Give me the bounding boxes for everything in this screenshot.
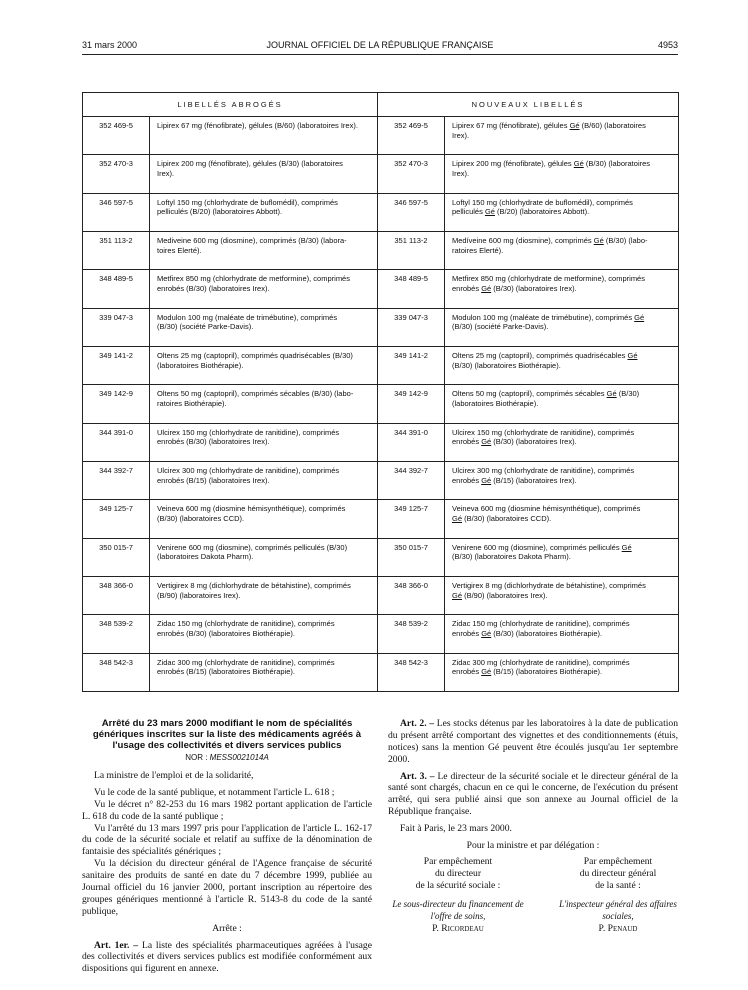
table-row xyxy=(83,423,679,461)
new-product-label xyxy=(445,385,679,423)
new-product-code: 349 125-7 xyxy=(378,500,445,538)
table-row xyxy=(83,193,679,231)
table-row xyxy=(83,308,679,346)
new-product-code: 350 015-7 xyxy=(378,538,445,576)
new-product-label xyxy=(445,423,679,461)
label-line: enrobés (B/30) (laboratoires Irex). xyxy=(157,437,270,447)
header-new-labels: NOUVEAUX LIBELLÉS xyxy=(378,93,679,117)
new-product-label xyxy=(445,155,679,193)
old-product-label xyxy=(150,423,378,461)
decree-right-column xyxy=(388,718,678,976)
new-product-label xyxy=(445,615,679,653)
old-product-label xyxy=(150,461,378,499)
signature-line: Par empêchement xyxy=(423,855,493,867)
old-product-label xyxy=(150,385,378,423)
label-line: ratoires Elerté). xyxy=(452,245,504,255)
label-line: Venirene 600 mg (diosmine), comprimés pelliculés Gé xyxy=(452,542,632,552)
article-2-label: Art. 2. – xyxy=(400,718,435,729)
new-product-label xyxy=(445,308,679,346)
signature-line: de la santé : xyxy=(595,880,641,892)
label-line: toires Elerté). xyxy=(157,245,202,255)
nor-reference xyxy=(82,753,372,763)
old-product-code: 344 391-0 xyxy=(83,423,150,461)
nor-code: MESS0021014A xyxy=(209,753,269,763)
label-line: Modulon 100 mg (maléate de trimébutine), comprimés xyxy=(157,312,338,322)
old-product-label xyxy=(150,615,378,653)
new-product-code: 348 542-3 xyxy=(378,653,445,691)
new-product-code: 349 141-2 xyxy=(378,346,445,384)
new-product-code: 349 142-9 xyxy=(378,385,445,423)
generic-marker: Gé xyxy=(481,667,492,677)
label-line: (B/30) (laboratoires CCD). xyxy=(157,513,245,523)
label-line: enrobés (B/15) (laboratoires Irex). xyxy=(157,475,270,485)
table-row xyxy=(83,500,679,538)
label-line: Medíveine 600 mg (diosmine), comprimés Gé (B/30) (labo- xyxy=(452,235,648,245)
table-row xyxy=(83,270,679,308)
label-line: (B/30) (société Parke-Davis). xyxy=(452,322,549,332)
visa-item: Vu le code de la santé publique, et notamment l'article L. 618 ; xyxy=(94,786,335,798)
decree-title: Arrêté du 23 mars 2000 modifiant le nom de spécialités génériques inscrites sur la liste des médicaments agréés à l'usage des collectivités et divers services publics xyxy=(92,718,362,752)
label-line: enrobés (B/30) (laboratoires Irex). xyxy=(157,283,270,293)
signature-line: du directeur général xyxy=(579,868,657,880)
label-line: Irex). xyxy=(157,168,175,178)
old-product-code: 352 470-3 xyxy=(83,155,150,193)
generic-marker: Gé xyxy=(621,542,632,552)
signature-right xyxy=(548,856,688,936)
page-header xyxy=(82,40,678,55)
label-line: Oltens 25 mg (captopril), comprimés quadrisécables Gé xyxy=(452,350,638,360)
old-product-code: 339 047-3 xyxy=(83,308,150,346)
label-line: pelliculés Gé (B/20) (laboratoires Abbott). xyxy=(452,207,590,217)
signature-title: Le sous-directeur du financement de l'offre de soins, xyxy=(392,898,524,921)
signature-line: du directeur xyxy=(434,868,482,880)
article-3-text: Le directeur de la sécurité sociale et le directeur général de la santé sont chargés, chacun en ce qui le concerne, de l'exécution du présent arrêté, qui sera publié ainsi que son annexe au Journal officiel de la République française. xyxy=(388,770,678,818)
generic-marker: Gé xyxy=(593,235,604,245)
label-line: Irex). xyxy=(452,130,470,140)
label-line: Ulcirex 150 mg (chlorhydrate de ranitidine), comprimés xyxy=(452,427,635,437)
article-2-text: Les stocks détenus par les laboratoires à la date de publication du présent arrêté comportant des vignettes et des conditionnements (étuis, notices) sans la mention Gé peuvent être écoulés jusqu'au 1er septembre 2000. xyxy=(388,718,678,765)
label-line: Oltens 50 mg (captopril), comprimés sécables Gé (B/30) xyxy=(452,389,640,399)
label-line: enrobés Gé (B/30) (laboratoires Irex). xyxy=(452,283,577,293)
generic-marker: Gé xyxy=(452,590,463,600)
header-page-number: 4953 xyxy=(657,40,678,50)
label-line: enrobés (B/15) (laboratoires Biothérapie). xyxy=(157,667,295,677)
header-journal-title: JOURNAL OFFICIEL DE LA RÉPUBLIQUE FRANÇAISE xyxy=(266,40,494,50)
signature-line: de la sécurité sociale : xyxy=(415,880,501,892)
old-product-label xyxy=(150,117,378,155)
label-line: enrobés Gé (B/30) (laboratoires Biothérapie). xyxy=(452,628,603,638)
label-line: enrobés Gé (B/30) (laboratoires Irex). xyxy=(452,437,577,447)
generic-marker: Gé xyxy=(606,389,617,399)
label-line: Veineva 600 mg (diosmine hémisynthétique), comprimés xyxy=(157,504,346,514)
label-line: Vertigirex 8 mg (dichlorhydrate de bétahistine), comprimés xyxy=(452,580,646,590)
new-product-label xyxy=(445,653,679,691)
new-product-label xyxy=(445,231,679,269)
table-row xyxy=(83,155,679,193)
label-line: Oltens 50 mg (captopril), comprimés sécables (B/30) (labo- xyxy=(157,389,354,399)
label-line: Lipirex 67 mg (fénofibrate), gélules (B/60) (laboratoires Irex). xyxy=(157,121,358,130)
generic-marker: Gé xyxy=(481,283,492,293)
label-line: (laboratoires Biothérapie). xyxy=(452,398,539,408)
label-line: (B/30) (laboratoires Biothérapie). xyxy=(452,360,561,370)
label-line: Ulcirex 300 mg (chlorhydrate de ranitidine), comprimés xyxy=(452,465,635,475)
old-product-code: 350 015-7 xyxy=(83,538,150,576)
label-line: Zidac 300 mg (chlorhydrate de ranitidine), comprimés xyxy=(452,657,630,667)
generic-marker: Gé xyxy=(573,159,584,169)
label-line: ratoires Biothérapie). xyxy=(157,398,227,408)
table-row xyxy=(83,615,679,653)
table-row xyxy=(83,346,679,384)
article-1-label: Art. 1er. – xyxy=(94,939,139,951)
medication-table xyxy=(82,92,679,692)
table-row xyxy=(83,653,679,691)
table-header-row xyxy=(83,93,679,117)
old-product-code: 348 542-3 xyxy=(83,653,150,691)
visa-item: Vu l'arrêté du 13 mars 1997 pris pour l'application de l'article L. 162-17 du code de la sécurité sociale et relatif au suffixe de la dénomination de fantaisie des spécialités génériques ; xyxy=(82,822,372,858)
old-product-code: 348 489-5 xyxy=(83,270,150,308)
label-line: Loftyl 150 mg (chlorhydrate de buflomédil), comprimés xyxy=(452,197,633,207)
table-row xyxy=(83,385,679,423)
label-line: Zidac 150 mg (chlorhydrate de ranitidine), comprimés xyxy=(452,619,630,629)
label-line: Zidac 150 mg (chlorhydrate de ranitidine), comprimés xyxy=(157,619,335,629)
label-line: Lipirex 67 mg (fénofibrate), gélules Gé (B/60) (laboratoires xyxy=(452,121,646,130)
visa-item: Vu la décision du directeur général de l'Agence française de sécurité sanitaire des produits de santé en date du 7 décembre 1999, publiée au Journal officiel du 16 janvier 2000, portant inscription au répertoire des groupes génériques mentionné à l'article R. 5143-8 du code de la santé publique, xyxy=(82,858,372,917)
table-row xyxy=(83,576,679,614)
generic-marker: Gé xyxy=(569,121,580,130)
label-line: (B/90) (laboratoires Irex). xyxy=(157,590,241,600)
new-product-code: 348 539-2 xyxy=(378,615,445,653)
signature-left xyxy=(388,856,528,936)
label-line: (B/30) (laboratoires Dakota Pharm). xyxy=(452,552,571,562)
signature-line: Par empêchement xyxy=(583,855,653,867)
old-product-label xyxy=(150,308,378,346)
old-product-label xyxy=(150,193,378,231)
decree-intro: La ministre de l'emploi et de la solidarité, xyxy=(94,770,254,781)
label-line: Gé (B/30) (laboratoires CCD). xyxy=(452,513,552,523)
label-line: Irex). xyxy=(452,168,470,178)
new-product-code: 344 392-7 xyxy=(378,461,445,499)
generic-marker: Gé xyxy=(481,475,492,485)
signature-block xyxy=(388,856,678,976)
new-product-code: 352 470-3 xyxy=(378,155,445,193)
signatory-name: P. Ricordeau xyxy=(432,923,484,935)
new-product-code: 344 391-0 xyxy=(378,423,445,461)
new-product-code: 346 597-5 xyxy=(378,193,445,231)
label-line: pelliculés (B/20) (laboratoires Abbott). xyxy=(157,207,283,217)
new-product-label xyxy=(445,500,679,538)
old-product-code: 349 125-7 xyxy=(83,500,150,538)
new-product-label xyxy=(445,193,679,231)
label-line: Gé (B/90) (laboratoires Irex). xyxy=(452,590,548,600)
new-product-code: 339 047-3 xyxy=(378,308,445,346)
article-3 xyxy=(388,771,678,819)
label-line: Ulcirex 300 mg (chlorhydrate de ranitidine), comprimés xyxy=(157,465,340,475)
old-product-label xyxy=(150,155,378,193)
label-line: (laboratoires Biothérapie). xyxy=(157,360,244,370)
delegation-line: Pour la ministre et par délégation : xyxy=(466,840,600,852)
new-product-label xyxy=(445,576,679,614)
table-row xyxy=(83,461,679,499)
old-product-code: 349 142-9 xyxy=(83,385,150,423)
old-product-label xyxy=(150,500,378,538)
old-product-label xyxy=(150,270,378,308)
generic-marker: Gé xyxy=(481,628,492,638)
label-line: Lipirex 200 mg (fénofibrate), gélules (B/30) (laboratoires xyxy=(157,159,343,169)
table-row xyxy=(83,117,679,155)
old-product-code: 344 392-7 xyxy=(83,461,150,499)
signature-title: L'inspecteur général des affaires sociales, xyxy=(559,898,677,921)
old-product-code: 348 366-0 xyxy=(83,576,150,614)
generic-marker: Gé xyxy=(634,312,645,322)
article-1-text: La liste des spécialités pharmaceutiques agréées à l'usage des collectivités et divers services publics est modifiée conformément aux dispositions qui figurent en annexe. xyxy=(82,939,372,975)
arrete-heading: Arrête : xyxy=(212,922,242,934)
new-product-label xyxy=(445,346,679,384)
table-row xyxy=(83,231,679,269)
generic-marker: Gé xyxy=(484,207,495,217)
label-line: Zidac 300 mg (chlorhydrate de ranitidine), comprimés xyxy=(157,657,335,667)
article-2 xyxy=(388,718,678,766)
decree-left-column xyxy=(82,718,372,975)
generic-marker: Gé xyxy=(627,350,638,360)
header-date: 31 mars 2000 xyxy=(82,40,138,50)
new-product-label xyxy=(445,538,679,576)
generic-marker: Gé xyxy=(481,437,492,447)
old-product-code: 348 539-2 xyxy=(83,615,150,653)
generic-marker: Gé xyxy=(452,513,463,523)
old-product-code: 352 469-5 xyxy=(83,117,150,155)
new-product-code: 348 489-5 xyxy=(378,270,445,308)
article-3-label: Art. 3. – xyxy=(400,770,435,782)
old-product-label xyxy=(150,231,378,269)
new-product-label xyxy=(445,461,679,499)
visa-item: Vu le décret n° 82-253 du 16 mars 1982 portant application de l'article L. 618 du code de la santé publique ; xyxy=(82,798,372,822)
label-line: Mediveine 600 mg (diosmine), comprimés (B/30) (labora- xyxy=(157,235,347,245)
nor-label: NOR : xyxy=(185,753,208,763)
old-product-label xyxy=(150,576,378,614)
label-line: enrobés (B/30) (laboratoires Biothérapie). xyxy=(157,628,295,638)
label-line: Modulon 100 mg (maléate de trimébutine), comprimés Gé xyxy=(452,312,645,322)
label-line: Veineva 600 mg (diosmine hémisynthétique), comprimés xyxy=(452,504,641,514)
new-product-code: 351 113-2 xyxy=(378,231,445,269)
table-row xyxy=(83,538,679,576)
label-line: enrobés Gé (B/15) (laboratoires Irex). xyxy=(452,475,577,485)
article-1 xyxy=(82,940,372,976)
label-line: Oltens 25 mg (captopril), comprimés quadrisécables (B/30) xyxy=(157,350,353,360)
old-product-label xyxy=(150,653,378,691)
old-product-code: 349 141-2 xyxy=(83,346,150,384)
label-line: Metfirex 850 mg (chlorhydrate de metformine), comprimés xyxy=(452,274,645,284)
old-product-code: 351 113-2 xyxy=(83,231,150,269)
old-product-label xyxy=(150,346,378,384)
label-line: Loftyl 150 mg (chlorhydrate de buflomédil), comprimés xyxy=(157,197,338,207)
label-line: Ulcirex 150 mg (chlorhydrate de ranitidine), comprimés xyxy=(157,427,340,437)
new-product-label xyxy=(445,270,679,308)
new-product-code: 352 469-5 xyxy=(378,117,445,155)
header-abrogated-labels: LIBELLÉS ABROGÉS xyxy=(83,93,378,117)
label-line: Lipirex 200 mg (fénofibrate), gélules Gé (B/30) (laboratoires xyxy=(452,159,651,169)
label-line: Metfirex 850 mg (chlorhydrate de metformine), comprimés xyxy=(157,274,350,284)
table-body xyxy=(83,117,679,692)
signatory-name: P. Penaud xyxy=(598,923,638,935)
label-line: enrobés Gé (B/15) (laboratoires Biothérapie). xyxy=(452,667,603,677)
new-product-label xyxy=(445,117,679,155)
label-line: (B/30) (société Parke-Davis). xyxy=(157,322,254,332)
label-line: Venirene 600 mg (diosmine), comprimés pelliculés (B/30) xyxy=(157,542,348,552)
signature-place-date: Fait à Paris, le 23 mars 2000. xyxy=(400,823,512,835)
old-product-code: 346 597-5 xyxy=(83,193,150,231)
old-product-label xyxy=(150,538,378,576)
label-line: Vertigirex 8 mg (dichlorhydrate de bétahistine), comprimés xyxy=(157,580,351,590)
new-product-code: 348 366-0 xyxy=(378,576,445,614)
label-line: (laboratoires Dakota Pharm). xyxy=(157,552,254,562)
